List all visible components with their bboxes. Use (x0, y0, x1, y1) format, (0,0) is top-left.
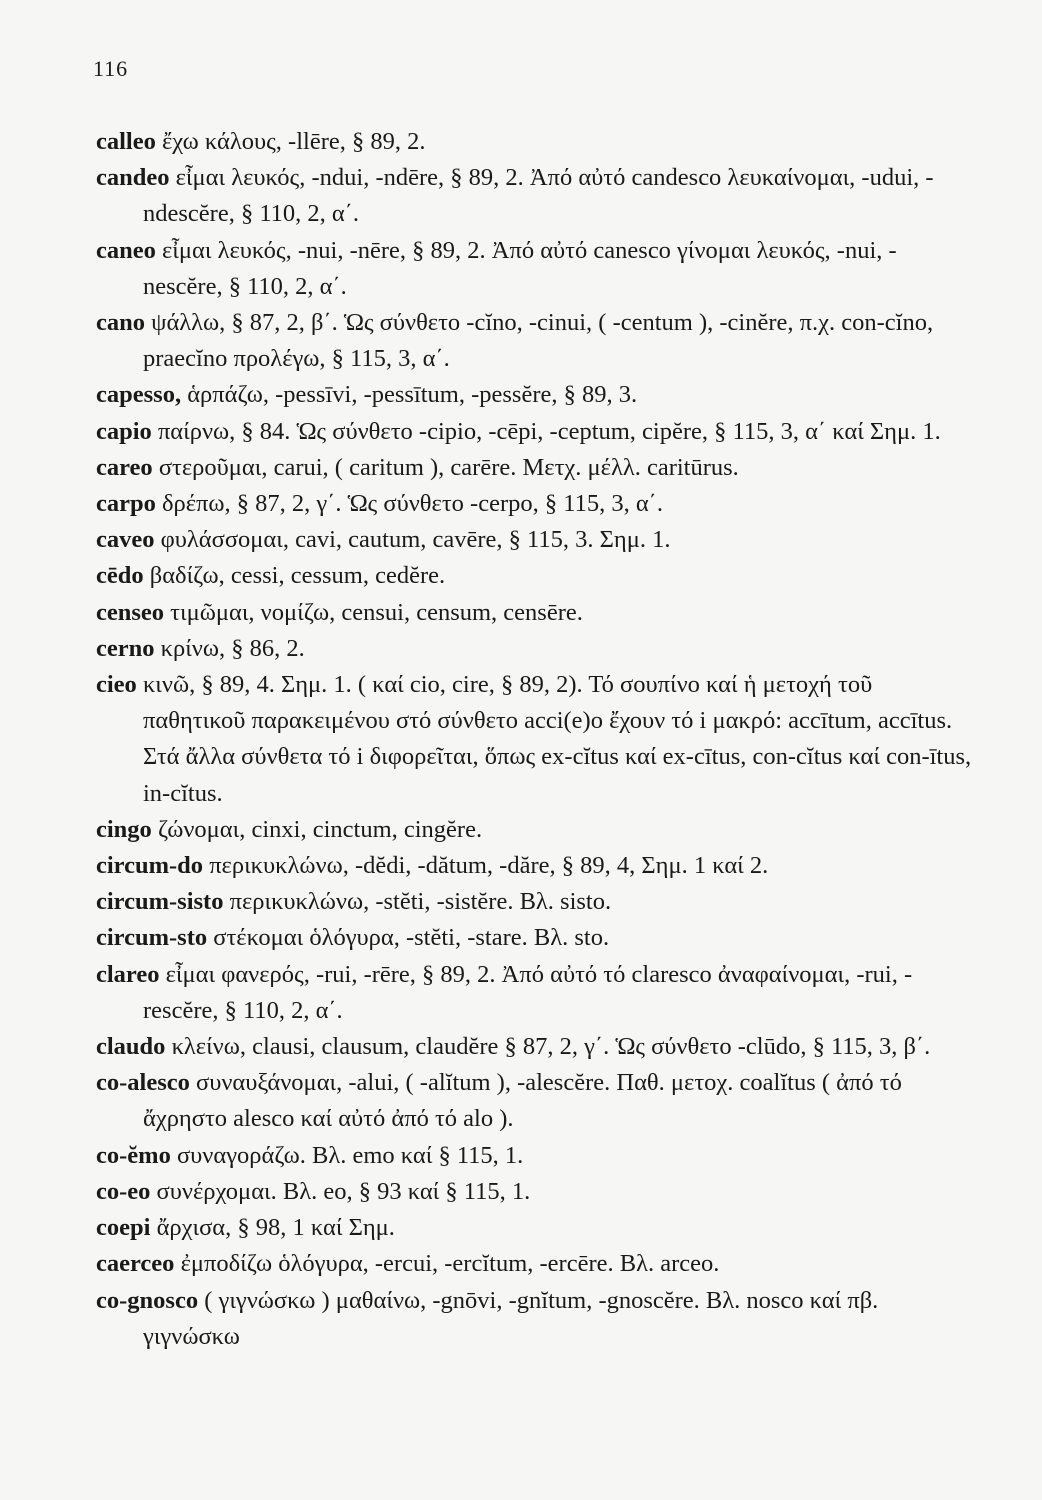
page-number: 116 (93, 56, 129, 81)
entry-cerno (96, 631, 976, 667)
dictionary-entries (96, 124, 976, 1355)
entry-headword: cingo (96, 815, 152, 843)
entry-headword: candeo (96, 164, 170, 192)
entry-caneo (96, 233, 976, 305)
entry-definition: δρέπω, § 87, 2, γ΄. Ὡς σύνθετο -cerpo, § 115, 3, α΄. (162, 490, 663, 518)
entry-definition: κρίνω, § 86, 2. (160, 634, 305, 662)
entry-headword: calleo (96, 128, 156, 155)
entry-headword: carpo (96, 490, 156, 518)
entry-definition: εἶμαι λευκός, -nui, -nēre, § 89, 2. Ἀπό αὐτό canesco γίνομαι λευκός, -nui, -nescĕre, § 110, 2, α΄. (143, 236, 897, 300)
entry-co-eo (96, 1174, 976, 1210)
entry-definition: βαδίζω, cessi, cessum, cedĕre. (149, 562, 446, 590)
entry-claudo (96, 1029, 976, 1065)
entry-cano (96, 305, 976, 377)
entry-definition: εἶμαι φανερός, -rui, -rēre, § 89, 2. Ἀπό αὐτό τό claresco ἀναφαίνομαι, -rui, -rescĕre, § 110, 2, α΄. (143, 960, 913, 1024)
entry-definition: παίρνω, § 84. Ὡς σύνθετο -cipio, -cēpi, -ceptum, cipĕre, § 115, 3, α΄ καί Σημ. 1. (157, 417, 941, 445)
entry-headword: circum-do (96, 852, 204, 880)
entry-headword: capio (96, 417, 152, 445)
entry-headword: censeo (96, 598, 165, 626)
entry-headword: co-eo (96, 1177, 151, 1205)
entry-headword: circum-sisto (96, 888, 224, 916)
entry-definition: κλείνω, clausi, clausum, claudĕre § 87, 2, γ΄. Ὡς σύνθετο -clūdo, § 115, 3, β΄. (171, 1033, 931, 1061)
entry-headword: caveo (96, 526, 155, 554)
entry-circum-do (96, 848, 976, 884)
entry-careo (96, 450, 976, 486)
entry-coepi (96, 1210, 976, 1246)
entry-cedo (96, 558, 976, 594)
entry-calleo (96, 124, 976, 160)
entry-headword: clareo (96, 960, 160, 988)
entry-caerceo (96, 1246, 976, 1282)
entry-headword: caerceo (96, 1250, 175, 1278)
entry-headword: cano (96, 309, 145, 337)
entry-definition: ἔχω κάλους, -llēre, § 89, 2. (162, 128, 426, 155)
entry-cingo (96, 812, 976, 848)
entry-definition: ζώνομαι, cinxi, cinctum, cingĕre. (157, 815, 483, 843)
entry-definition: ψάλλω, § 87, 2, β΄. Ὡς σύνθετο -cĭno, -cinui, ( -centum ), -cinĕre, π.χ. con-cĭno, praecĭno προλέγω, § 115, 3, α΄. (143, 309, 934, 373)
entry-definition: συναυξάνομαι, -alui, ( -alĭtum ), -alescĕre. Παθ. μετοχ. coalĭtus ( ἀπό τό ἄχρηστο alesco καί αὐτό ἀπό τό alo ). (143, 1069, 902, 1133)
entry-definition: φυλάσσομαι, cavi, cautum, cavēre, § 115, 3. Σημ. 1. (160, 526, 671, 554)
entry-headword: coepi (96, 1214, 151, 1242)
entry-headword: circum-sto (96, 924, 208, 952)
entry-headword: co-alesco (96, 1069, 190, 1097)
entry-definition: στέκομαι ὁλόγυρα, -stĕti, -stare. Βλ. sto. (213, 924, 610, 952)
entry-headword: capesso, (96, 381, 182, 409)
entry-circum-sisto (96, 884, 976, 920)
entry-headword: careo (96, 453, 153, 481)
entry-headword: co-ĕmo (96, 1141, 171, 1169)
entry-definition: περικυκλώνω, -stĕti, -sistĕre. Βλ. sisto. (229, 888, 612, 916)
entry-headword: cēdo (96, 562, 144, 590)
entry-headword: co-gnosco (96, 1286, 199, 1314)
entry-caveo (96, 522, 976, 558)
entry-cieo (96, 667, 976, 812)
entry-definition: κινῶ, § 89, 4. Σημ. 1. ( καί cio, cire, § 89, 2). Τό σουπίνο καί ἡ μετοχή τοῦ παθητικοῦ παρακειμένου στό σύνθετο acci(e)o ἔχουν τό i μακρό: accītum, accītus. Στά ἄλλα σύνθετα τό i διφορεῖται, ὅπως ex-cĭtus καί ex-cītus, con-cĭtus καί con-ītus, in-cĭtus. (142, 671, 972, 807)
entry-definition: ( γιγνώσκω ) μαθαίνω, -gnōvi, -gnĭtum, -gnoscĕre. Βλ. nosco καί πβ. γιγνώσκω (143, 1286, 879, 1350)
entry-co-gnosco (96, 1283, 976, 1355)
entry-definition: τιμῶμαι, νομίζω, censui, censum, censēre. (170, 598, 583, 626)
entry-definition: στεροῦμαι, carui, ( caritum ), carēre. Μετχ. μέλλ. caritūrus. (158, 453, 739, 481)
entry-definition: ἁρπάζω, -pessīvi, -pessītum, -pessĕre, § 89, 3. (187, 381, 638, 409)
entry-headword: claudo (96, 1033, 166, 1061)
entry-clareo (96, 957, 976, 1029)
entry-circum-sto (96, 920, 976, 956)
entry-capesso (96, 377, 976, 413)
entry-definition: συναγοράζω. Βλ. emo καί § 115, 1. (176, 1141, 524, 1169)
entry-carpo (96, 486, 976, 522)
entry-capio (96, 414, 976, 450)
entry-co-alesco (96, 1065, 976, 1137)
entry-headword: cerno (96, 634, 155, 662)
entry-definition: εἶμαι λευκός, -ndui, -ndēre, § 89, 2. Ἀπό αὐτό candesco λευκαίνομαι, -udui, -ndescĕre, § 110, 2, α΄. (143, 164, 934, 228)
entry-definition: συνέρχομαι. Βλ. eo, § 93 καί § 115, 1. (156, 1177, 531, 1205)
entry-definition: περικυκλώνω, -dĕdi, -dătum, -dăre, § 89, 4, Σημ. 1 καί 2. (209, 852, 769, 880)
entry-definition: ἐμποδίζω ὁλόγυρα, -ercui, -ercĭtum, -ercēre. Βλ. arceo. (180, 1250, 720, 1278)
entry-headword: cieo (96, 671, 137, 699)
entry-co-emo (96, 1138, 976, 1174)
entry-censeo (96, 595, 976, 631)
entry-candeo (96, 160, 976, 232)
entry-definition: ἄρχισα, § 98, 1 καί Σημ. (156, 1214, 395, 1242)
entry-headword: caneo (96, 236, 156, 264)
